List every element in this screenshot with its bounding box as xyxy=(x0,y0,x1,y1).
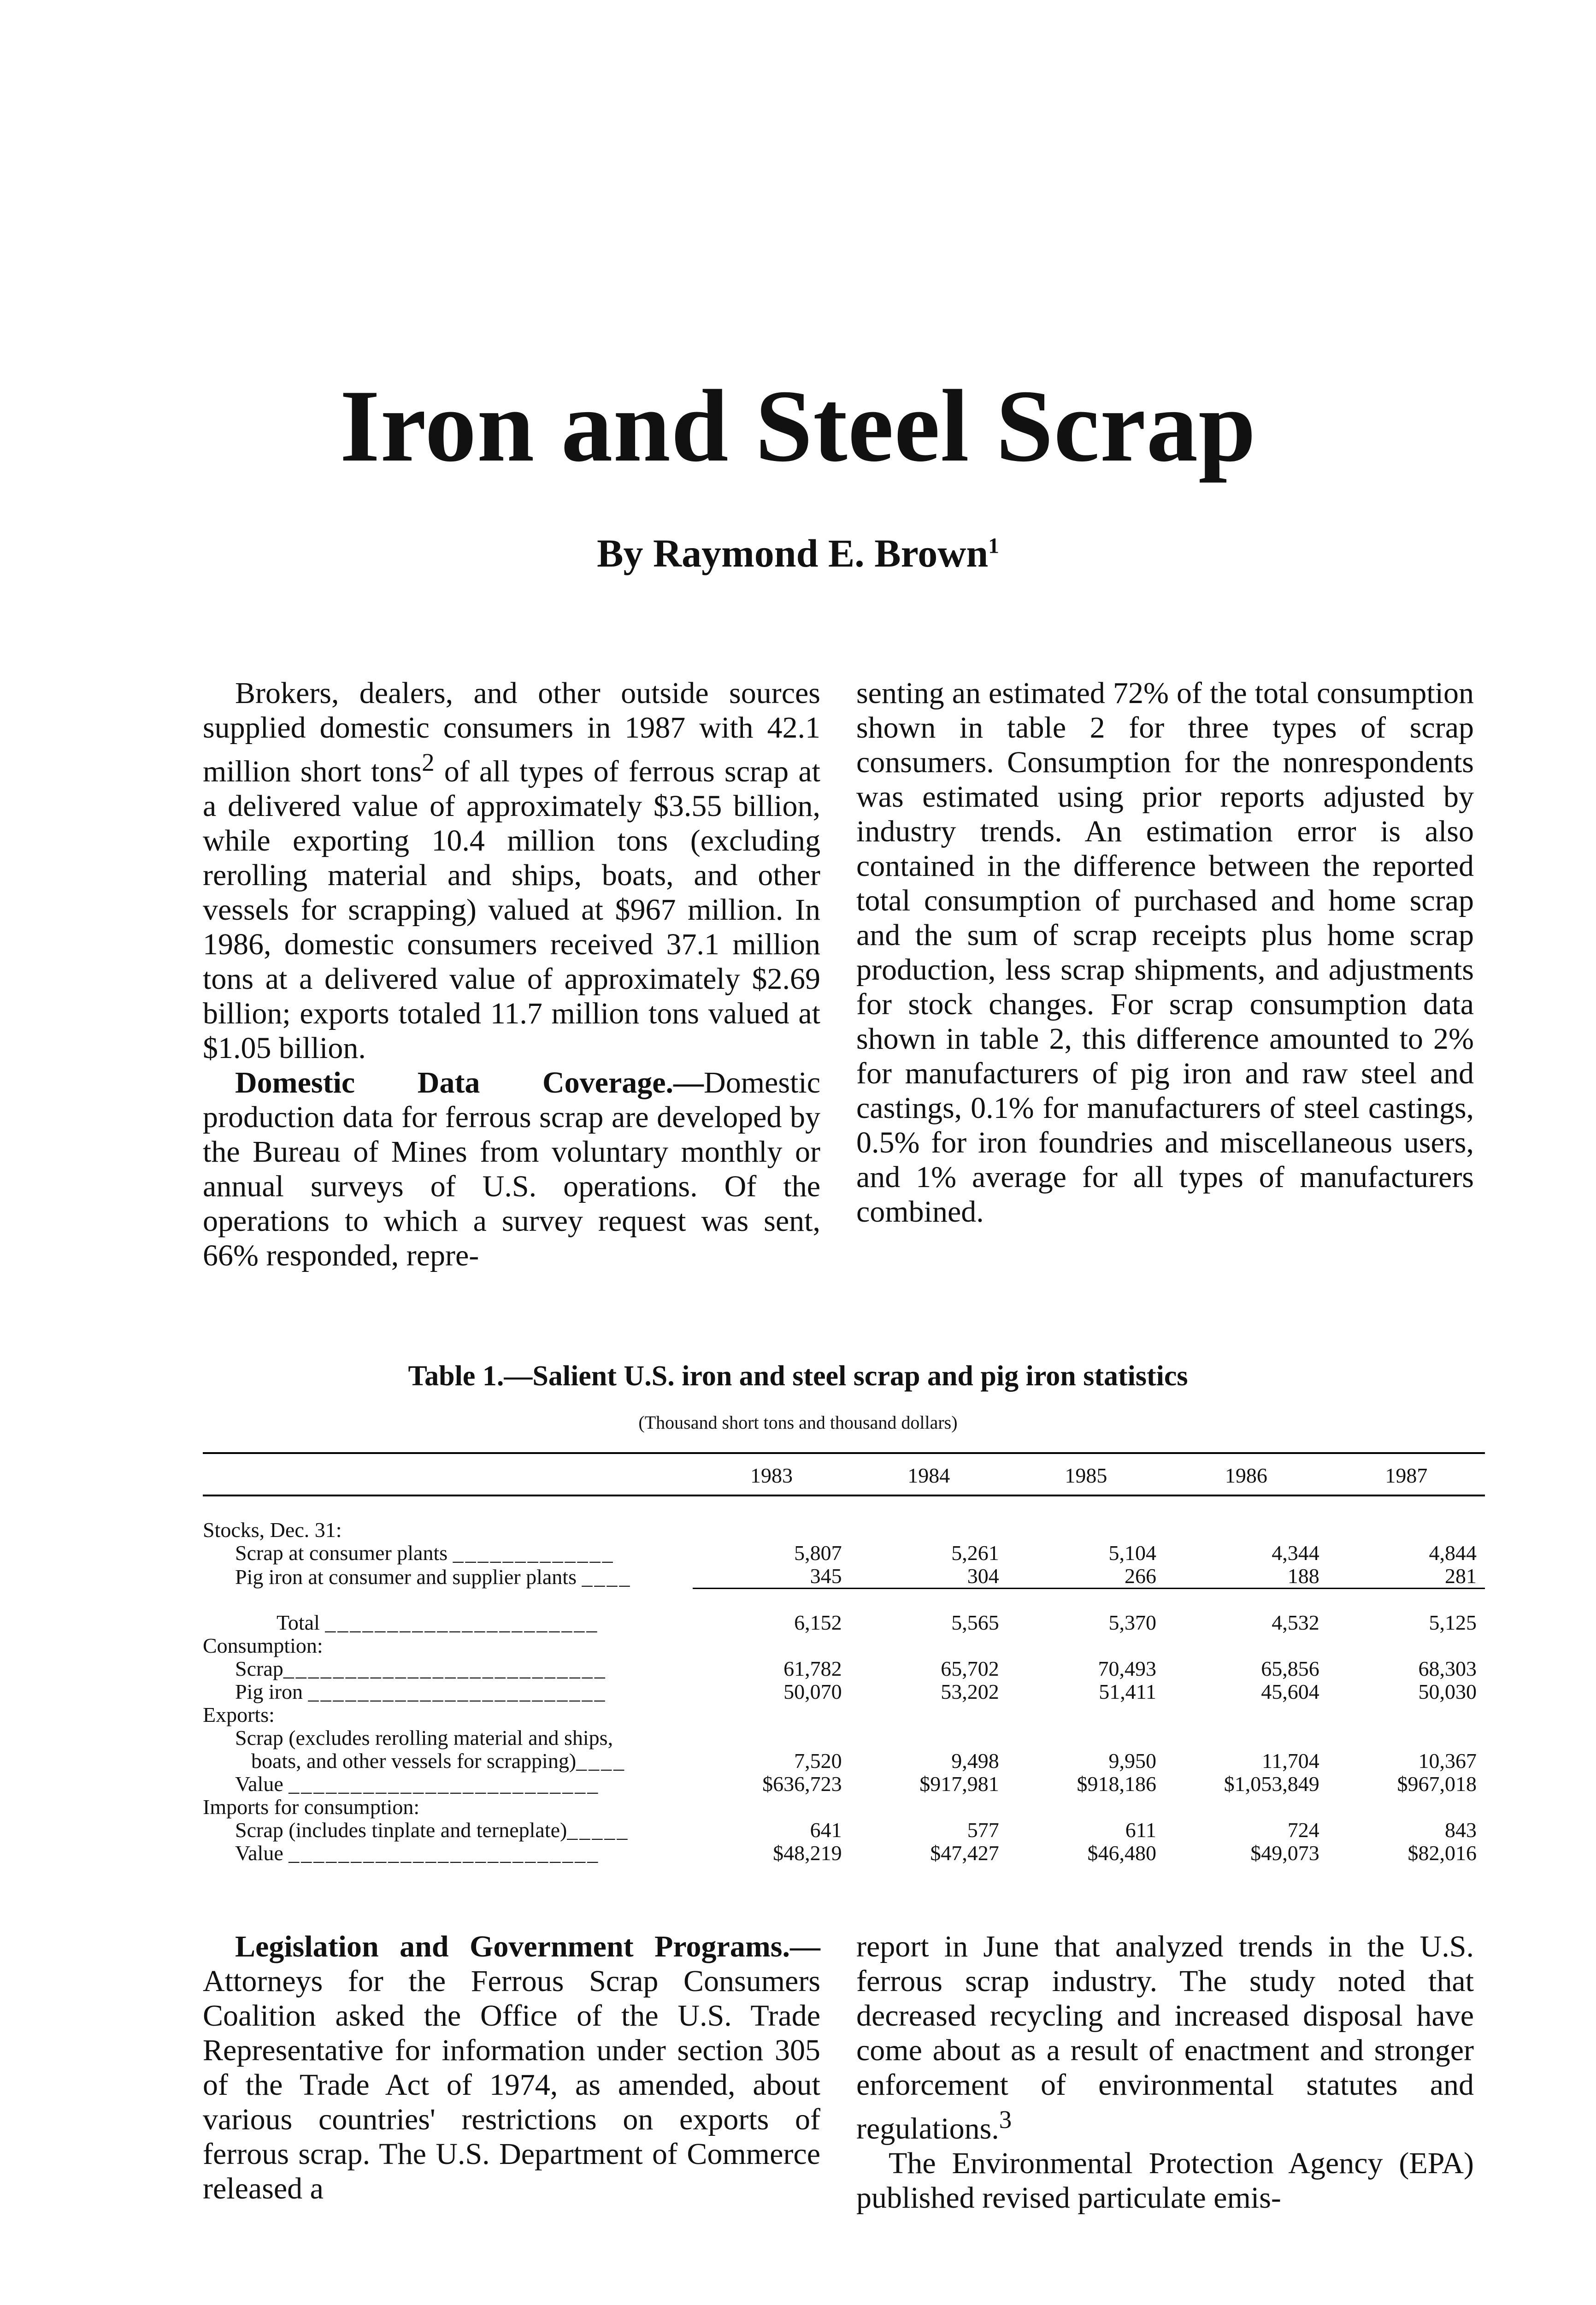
data-coverage-paragraph xyxy=(203,1065,820,1273)
footnote-marker: 2 xyxy=(422,748,435,776)
year-header: 1984 xyxy=(850,1453,1007,1495)
section-heading: Legislation and Government Programs.— xyxy=(235,1930,820,1963)
table-row xyxy=(203,1773,1485,1796)
table-cell: 11,704 xyxy=(1261,1749,1319,1773)
year-header: 1985 xyxy=(1007,1453,1165,1495)
row-label: Value _________________________ xyxy=(235,1841,600,1865)
table-cell: 5,565 xyxy=(951,1611,999,1634)
table-cell: 9,950 xyxy=(1108,1749,1156,1773)
footnote-marker: 1 xyxy=(988,534,999,558)
table-row xyxy=(203,1634,1485,1657)
legislation-continued xyxy=(856,1929,1474,2146)
row-label: Scrap at consumer plants _____________ xyxy=(235,1541,615,1565)
table-cell: 611 xyxy=(1125,1818,1156,1842)
table-cell: $46,480 xyxy=(1087,1841,1156,1865)
legislation-left-column xyxy=(203,1929,820,2206)
table-cell: 65,702 xyxy=(941,1657,999,1680)
header-label-cell xyxy=(203,1453,693,1495)
table-row xyxy=(203,1703,1485,1726)
table-cell: $47,427 xyxy=(930,1841,999,1865)
epa-paragraph: The Environmental Protection Agency (EPA) published revised particulate emis- xyxy=(856,2146,1474,2215)
row-group-label: Imports for consumption: xyxy=(203,1795,420,1819)
table-cell: 61,782 xyxy=(783,1657,842,1680)
row-label: Pig iron ________________________ xyxy=(235,1680,607,1703)
table-cell: 68,303 xyxy=(1418,1657,1477,1680)
table-cell: 7,520 xyxy=(794,1749,842,1773)
row-label: Total ______________________ xyxy=(277,1611,599,1634)
table-header-row xyxy=(203,1453,1485,1495)
table-cell: $82,016 xyxy=(1408,1841,1477,1865)
table-row xyxy=(203,1749,1485,1773)
table-row xyxy=(203,1796,1485,1819)
legislation-right-column xyxy=(856,1929,1474,2215)
table-cell: 9,498 xyxy=(951,1749,999,1773)
row-label: Scrap__________________________ xyxy=(235,1657,607,1680)
row-label: Pig iron at consumer and supplier plants ____ xyxy=(235,1565,632,1589)
row-group-label: Exports: xyxy=(203,1703,275,1726)
table-cell: 641 xyxy=(810,1818,842,1842)
legislation-continued-text: report in June that analyzed trends in the U.S. ferrous scrap industry. The study noted that decreased recycling and increased disposal have come about as a result of enactment and stronger enforcement of environmental statutes and regulations. xyxy=(856,1930,1474,2145)
table-cell: 5,261 xyxy=(951,1541,999,1565)
data-coverage-continued: senting an estimated 72% of the total consumption shown in table 2 for three types of scrap consumers. Consumption for the nonrespondents was estimated using prior reports adjusted by industry trends. An estimation error is also contained in the difference between the reported total consumption of purchased and home scrap and the sum of scrap receipts plus home scrap production, less scrap shipments, and adjustments for stock changes. For scrap consumption data shown in table 2, this difference amounted to 2% for manufacturers of pig iron and raw steel and castings, 0.1% for manufacturers of steel castings, 0.5% for iron foundries and miscellaneous users, and 1% average for all types of manufacturers combined. xyxy=(856,676,1474,1229)
intro-text-continued: of all types of ferrous scrap at a delivered value of approximately $3.55 billion, while exporting 10.4 million tons (excluding rerolling material and ships, boats, and other vessels for scrapping) valued at $967 million. In 1986, domestic consumers received 37.1 million tons at a delivered value of approximately $2.69 billion; exports totaled 11.7 million tons valued at $1.05 billion. xyxy=(203,755,820,1065)
intro-paragraph xyxy=(203,676,820,1065)
table-cell: 304 xyxy=(850,1565,1007,1589)
table-cell: 577 xyxy=(967,1818,999,1842)
section-heading: Domestic Data Coverage.— xyxy=(235,1066,704,1099)
table-row xyxy=(203,1495,1485,1542)
table-cell: 4,844 xyxy=(1429,1541,1477,1565)
table-row xyxy=(203,1657,1485,1680)
table-cell: 281 xyxy=(1328,1565,1485,1589)
row-label: Value _________________________ xyxy=(235,1772,600,1796)
table-cell: 5,807 xyxy=(794,1541,842,1565)
salient-statistics-table xyxy=(203,1452,1485,1865)
table-cell: 70,493 xyxy=(1098,1657,1156,1680)
table-units: (Thousand short tons and thousand dollars) xyxy=(638,1412,958,1433)
table-cell: 51,411 xyxy=(1099,1680,1156,1703)
table-row xyxy=(203,1842,1485,1865)
table-cell: $48,219 xyxy=(773,1841,842,1865)
intro-right-column xyxy=(856,676,1474,1229)
table-caption: Table 1.—Salient U.S. iron and steel scrap and pig iron statistics xyxy=(408,1360,1188,1392)
year-header: 1983 xyxy=(693,1453,850,1495)
table-cell: $49,073 xyxy=(1250,1841,1319,1865)
table-cell: 50,070 xyxy=(783,1680,842,1703)
table-cell: 266 xyxy=(1007,1565,1165,1589)
footnote-marker: 3 xyxy=(999,2105,1012,2134)
author-byline xyxy=(0,530,1596,576)
table-cell: 10,367 xyxy=(1418,1749,1477,1773)
table-cell: $917,981 xyxy=(919,1772,999,1796)
table-cell: 843 xyxy=(1445,1818,1477,1842)
table-cell: $1,053,849 xyxy=(1224,1772,1319,1796)
year-header: 1987 xyxy=(1328,1453,1485,1495)
intro-text: Brokers, dealers, and other outside sources supplied domestic consumers in 1987 with 42.1 million short tons xyxy=(203,676,820,788)
author-name: By Raymond E. Brown xyxy=(597,531,989,575)
table-row xyxy=(203,1589,1485,1635)
row-label: Scrap (includes tinplate and terneplate)_____ xyxy=(235,1818,630,1842)
table-cell: 4,344 xyxy=(1272,1541,1319,1565)
table-cell: 6,152 xyxy=(794,1611,842,1634)
table-cell: 4,532 xyxy=(1272,1611,1319,1634)
legislation-paragraph xyxy=(203,1929,820,2206)
table-cell: 50,030 xyxy=(1418,1680,1477,1703)
table-row xyxy=(203,1565,1485,1589)
table-cell: $636,723 xyxy=(762,1772,842,1796)
table-cell: 345 xyxy=(693,1565,850,1589)
table-cell: 5,104 xyxy=(1108,1541,1156,1565)
table-cell: $967,018 xyxy=(1397,1772,1477,1796)
intro-left-column xyxy=(203,676,820,1273)
table-row xyxy=(203,1542,1485,1565)
table-row xyxy=(203,1726,1485,1749)
table-cell: 188 xyxy=(1165,1565,1328,1589)
data-coverage-text: Domestic production data for ferrous scrap are developed by the Bureau of Mines from voluntary monthly or annual surveys of U.S. operations. Of the operations to which a survey request was sent, 66% responded, repre- xyxy=(203,1066,820,1272)
table-cell: 5,370 xyxy=(1108,1611,1156,1634)
table-cell: 45,604 xyxy=(1261,1680,1319,1703)
legislation-text: Attorneys for the Ferrous Scrap Consumers Coalition asked the Office of the U.S. Trade Representative for information under section 305 of the Trade Act of 1974, as amended, about various countries' restrictions on exports of ferrous scrap. The U.S. Department of Commerce released a xyxy=(203,1964,820,2205)
table-cell: 65,856 xyxy=(1261,1657,1319,1680)
row-label: boats, and other vessels for scrapping)____ xyxy=(251,1749,626,1773)
table-cell: 53,202 xyxy=(941,1680,999,1703)
row-group-label: Consumption: xyxy=(203,1634,323,1657)
page-title: Iron and Steel Scrap xyxy=(340,369,1256,483)
table-cell: 724 xyxy=(1287,1818,1319,1842)
row-group-label: Stocks, Dec. 31: xyxy=(203,1518,342,1542)
table-cell: $918,186 xyxy=(1077,1772,1156,1796)
table-cell: 5,125 xyxy=(1429,1611,1477,1634)
table-row xyxy=(203,1819,1485,1842)
year-header: 1986 xyxy=(1165,1453,1328,1495)
row-label: Scrap (excludes rerolling material and ships, xyxy=(235,1726,613,1749)
table-row xyxy=(203,1680,1485,1703)
